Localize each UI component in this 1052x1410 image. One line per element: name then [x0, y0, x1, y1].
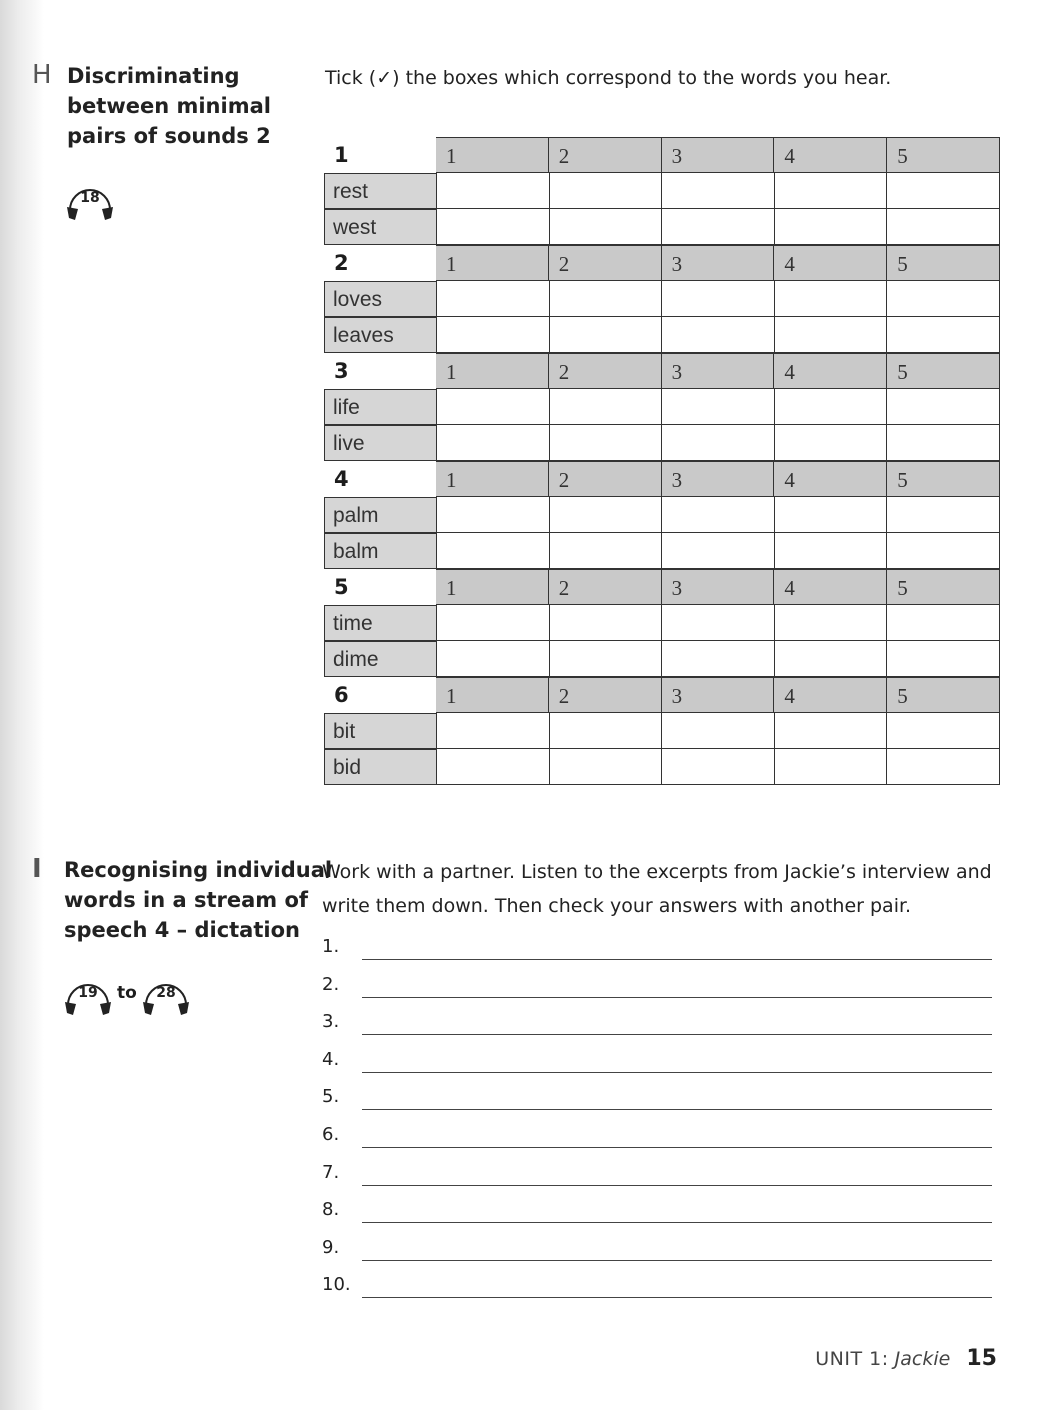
group-number: 3	[334, 359, 349, 383]
tick-box[interactable]	[550, 317, 663, 353]
section-h-title-line: between minimal	[67, 94, 271, 118]
word-label: time	[324, 605, 436, 641]
group-number: 5	[334, 575, 349, 599]
word-row	[324, 209, 1000, 245]
tick-box[interactable]	[775, 605, 888, 641]
group-header-row	[324, 461, 1000, 497]
section-i-title-line: speech 4 – dictation	[64, 918, 300, 942]
column-number: 2	[549, 245, 662, 281]
tick-box[interactable]	[775, 749, 888, 785]
word-row	[324, 533, 1000, 569]
word-label: bit	[324, 713, 436, 749]
column-number: 5	[887, 461, 1000, 497]
tick-box[interactable]	[550, 425, 663, 461]
tick-box[interactable]	[550, 389, 663, 425]
tick-box[interactable]	[662, 497, 775, 533]
dictation-line	[322, 972, 992, 1010]
group-header-row	[324, 137, 1000, 173]
column-number: 5	[887, 137, 1000, 173]
line-number: 10.	[322, 1274, 351, 1296]
track-number: 18	[80, 190, 100, 206]
tick-box[interactable]	[662, 605, 775, 641]
tick-box[interactable]	[887, 425, 1000, 461]
tick-box[interactable]	[775, 173, 888, 209]
section-i-title-line: words in a stream of	[64, 888, 309, 912]
section-h-instruction: Tick (✓) the boxes which correspond to the words you hear.	[325, 67, 892, 89]
dictation-line	[322, 1122, 992, 1160]
dictation-line	[322, 1009, 992, 1047]
tick-box[interactable]	[775, 389, 888, 425]
column-number: 2	[549, 137, 662, 173]
write-line[interactable]	[362, 997, 992, 998]
tick-box[interactable]	[436, 173, 550, 209]
tick-box[interactable]	[887, 605, 1000, 641]
tick-box[interactable]	[436, 317, 550, 353]
tick-box[interactable]	[436, 389, 550, 425]
column-number: 4	[774, 245, 887, 281]
column-number: 4	[774, 353, 887, 389]
tick-box[interactable]	[662, 281, 775, 317]
page-number: 15	[966, 1346, 997, 1371]
column-number: 5	[887, 677, 1000, 713]
write-line[interactable]	[362, 1260, 992, 1261]
column-number: 3	[662, 353, 775, 389]
word-row	[324, 389, 1000, 425]
column-number: 5	[887, 353, 1000, 389]
tick-box[interactable]	[662, 317, 775, 353]
tick-box[interactable]	[775, 425, 888, 461]
unit-title: Jackie	[894, 1348, 951, 1370]
column-number: 4	[774, 569, 887, 605]
tick-box[interactable]	[775, 317, 888, 353]
track-range-word: to	[117, 983, 137, 1003]
section-h-title	[67, 61, 271, 151]
dictation-lines	[322, 934, 992, 1310]
tick-box[interactable]	[436, 749, 550, 785]
group-header-row	[324, 245, 1000, 281]
tick-box[interactable]	[887, 317, 1000, 353]
column-number: 1	[436, 677, 549, 713]
tick-box[interactable]	[436, 281, 550, 317]
tick-box[interactable]	[550, 749, 663, 785]
tick-box[interactable]	[775, 641, 888, 677]
column-number: 3	[662, 137, 775, 173]
word-row	[324, 281, 1000, 317]
dictation-line	[322, 1047, 992, 1085]
tick-box[interactable]	[775, 533, 888, 569]
word-row	[324, 749, 1000, 785]
headphones-icon	[62, 975, 114, 1017]
tick-box[interactable]	[550, 281, 663, 317]
word-label: dime	[324, 641, 436, 677]
write-line[interactable]	[362, 1297, 992, 1298]
column-number: 3	[662, 245, 775, 281]
section-h-title-line: Discriminating	[67, 64, 240, 88]
column-number: 4	[774, 137, 887, 173]
headphones-icon	[140, 975, 192, 1017]
tick-box[interactable]	[436, 713, 550, 749]
column-number: 2	[549, 461, 662, 497]
dictation-line	[322, 1272, 992, 1310]
word-row	[324, 713, 1000, 749]
word-row	[324, 605, 1000, 641]
word-row	[324, 641, 1000, 677]
tick-box[interactable]	[662, 173, 775, 209]
track-number: 28	[156, 985, 176, 1001]
column-number: 5	[887, 569, 1000, 605]
group-header-row	[324, 677, 1000, 713]
line-number: 6.	[322, 1123, 340, 1145]
tick-box[interactable]	[662, 425, 775, 461]
dictation-line	[322, 1235, 992, 1273]
tick-box[interactable]	[775, 209, 888, 245]
group-number: 1	[334, 143, 349, 167]
line-number: 9.	[322, 1236, 340, 1258]
line-number: 7.	[322, 1161, 340, 1183]
minimal-pairs-table	[324, 137, 1000, 785]
word-label: west	[324, 209, 436, 245]
section-h-letter: H	[32, 60, 52, 90]
tick-box[interactable]	[887, 389, 1000, 425]
tick-box[interactable]	[887, 713, 1000, 749]
line-number: 4.	[322, 1048, 340, 1070]
tick-box[interactable]	[775, 281, 888, 317]
instruction-line: Work with a partner. Listen to the excerpts from Jackie’s interview and	[322, 861, 992, 883]
write-line[interactable]	[362, 1034, 992, 1035]
word-label: bid	[324, 749, 436, 785]
tick-box[interactable]	[550, 713, 663, 749]
tick-box[interactable]	[887, 497, 1000, 533]
line-number: 8.	[322, 1199, 340, 1221]
column-number: 2	[549, 677, 662, 713]
tick-box[interactable]	[662, 749, 775, 785]
line-number: 2.	[322, 973, 340, 995]
column-number: 1	[436, 245, 549, 281]
word-row	[324, 425, 1000, 461]
column-number: 4	[774, 461, 887, 497]
section-i-title	[64, 855, 332, 945]
column-number: 5	[887, 245, 1000, 281]
tick-box[interactable]	[550, 173, 663, 209]
tick-box[interactable]	[550, 209, 663, 245]
tick-box[interactable]	[775, 497, 888, 533]
word-row	[324, 173, 1000, 209]
tick-box[interactable]	[662, 641, 775, 677]
tick-box[interactable]	[550, 533, 663, 569]
tick-box[interactable]	[662, 533, 775, 569]
page-binding-shadow	[0, 0, 44, 1410]
tick-box[interactable]	[662, 713, 775, 749]
section-i-letter: I	[32, 854, 42, 884]
word-label: balm	[324, 533, 436, 569]
tick-box[interactable]	[662, 389, 775, 425]
word-row	[324, 317, 1000, 353]
group-number: 2	[334, 251, 349, 275]
track-number: 19	[78, 985, 98, 1001]
word-label: leaves	[324, 317, 436, 353]
write-line[interactable]	[362, 1109, 992, 1110]
column-number: 3	[662, 461, 775, 497]
line-number: 1.	[322, 936, 340, 957]
tick-box[interactable]	[436, 533, 550, 569]
tick-box[interactable]	[436, 497, 550, 533]
instruction-line: write them down. Then check your answers with another pair.	[322, 895, 912, 917]
tick-box[interactable]	[436, 605, 550, 641]
tick-box[interactable]	[887, 533, 1000, 569]
write-line[interactable]	[362, 1185, 992, 1186]
word-row	[324, 497, 1000, 533]
tick-box[interactable]	[775, 713, 888, 749]
tick-box[interactable]	[662, 209, 775, 245]
tick-box[interactable]	[436, 425, 550, 461]
column-number: 4	[774, 677, 887, 713]
word-label: rest	[324, 173, 436, 209]
group-number: 4	[334, 467, 349, 491]
tick-box[interactable]	[887, 281, 1000, 317]
unit-label: UNIT 1:	[815, 1348, 889, 1370]
tick-box[interactable]	[887, 749, 1000, 785]
tick-box[interactable]	[550, 641, 663, 677]
section-i-title-line: Recognising individual	[64, 858, 333, 882]
column-number: 3	[662, 569, 775, 605]
column-number: 1	[436, 569, 549, 605]
dictation-line	[322, 1160, 992, 1198]
tick-box[interactable]	[887, 641, 1000, 677]
write-line[interactable]	[362, 1147, 992, 1148]
word-label: loves	[324, 281, 436, 317]
headphones-icon	[64, 180, 116, 222]
group-number: 6	[334, 683, 349, 707]
column-number: 2	[549, 569, 662, 605]
tick-box[interactable]	[887, 209, 1000, 245]
tick-box[interactable]	[436, 641, 550, 677]
column-number: 1	[436, 137, 549, 173]
section-i-instruction	[322, 855, 992, 923]
line-number: 3.	[322, 1011, 340, 1033]
column-number: 1	[436, 353, 549, 389]
section-h-title-line: pairs of sounds 2	[67, 124, 271, 148]
tick-box[interactable]	[887, 173, 1000, 209]
word-label: palm	[324, 497, 436, 533]
tick-box[interactable]	[550, 605, 663, 641]
page-footer	[815, 1346, 997, 1371]
group-header-row	[324, 353, 1000, 389]
dictation-line	[322, 1197, 992, 1235]
write-line[interactable]	[362, 1072, 992, 1073]
write-line[interactable]	[362, 959, 992, 960]
tick-box[interactable]	[550, 497, 663, 533]
line-number: 5.	[322, 1086, 340, 1108]
word-label: live	[324, 425, 436, 461]
tick-box[interactable]	[436, 209, 550, 245]
column-number: 3	[662, 677, 775, 713]
column-number: 1	[436, 461, 549, 497]
dictation-line	[322, 1084, 992, 1122]
dictation-line	[322, 934, 992, 972]
write-line[interactable]	[362, 1222, 992, 1223]
column-number: 2	[549, 353, 662, 389]
word-label: life	[324, 389, 436, 425]
group-header-row	[324, 569, 1000, 605]
